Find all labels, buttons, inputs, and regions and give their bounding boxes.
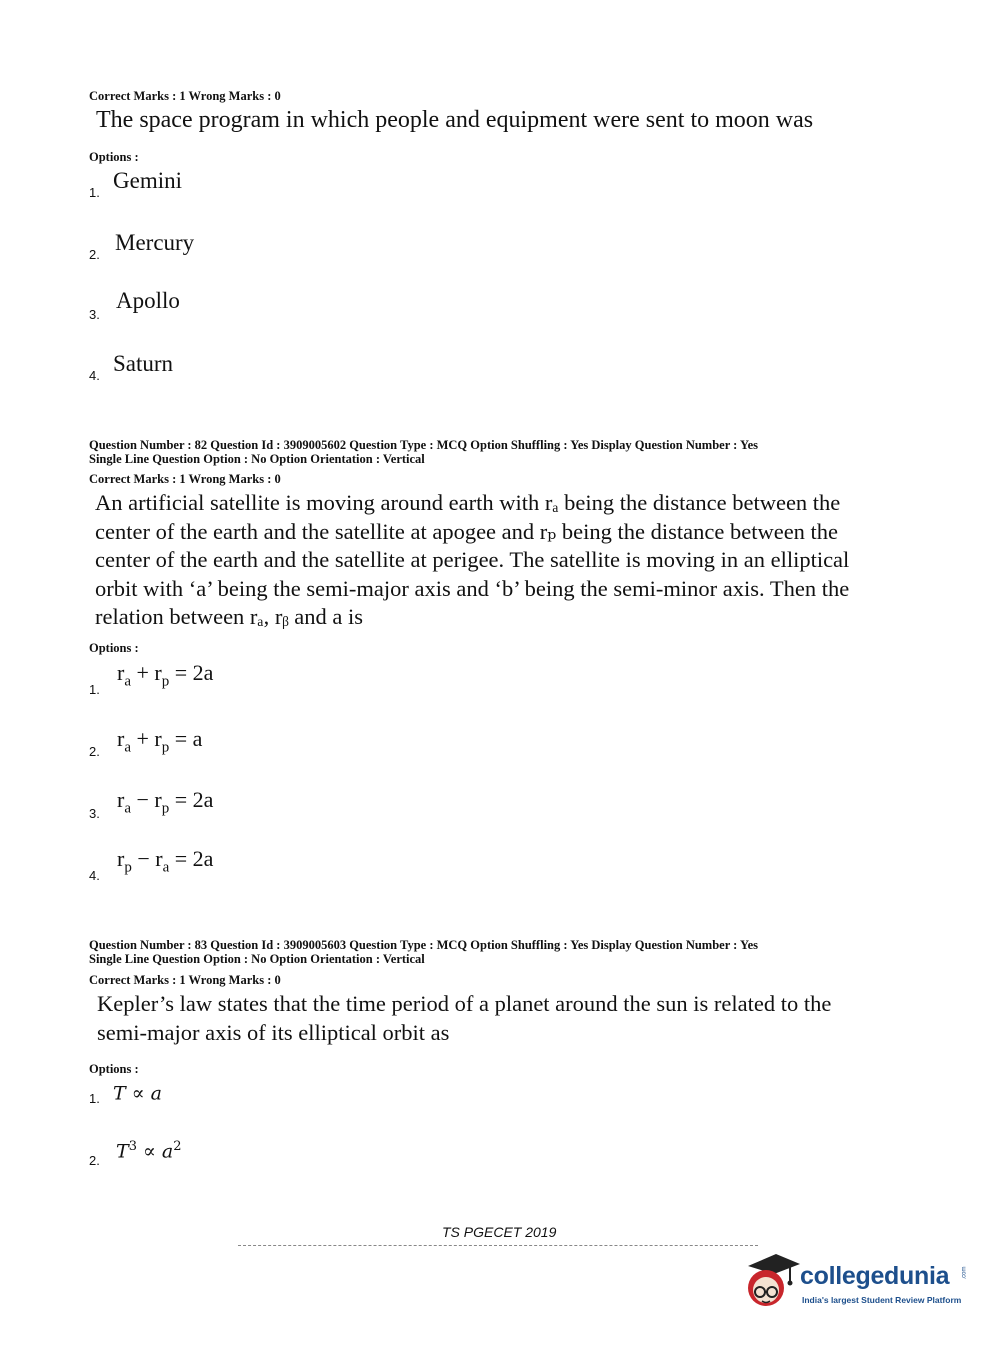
logo-com: .com [961, 1266, 968, 1280]
q82-question-text [95, 489, 849, 632]
option-number: 2. [89, 744, 100, 759]
option-number: 4. [89, 368, 100, 383]
option-number: 1. [89, 1091, 100, 1106]
q83-header-line-2: Single Line Question Option : No Option Orientation : Vertical [89, 952, 425, 966]
q81-question-text: The space program in which people and equipment were sent to moon was [96, 107, 814, 133]
question-line: orbit with ‘a’ being the semi-major axis and ‘b’ being the semi-minor axis. Then the [95, 575, 850, 601]
footer-divider [238, 1245, 758, 1246]
option-formula: T ∝ a [113, 1082, 162, 1105]
logo-tagline: India's largest Student Review Platform [802, 1295, 962, 1305]
q83-marks: Correct Marks : 1 Wrong Marks : 0 [89, 973, 281, 987]
option-text: Gemini [113, 168, 182, 193]
option-formula: $T^3 \propto a^2$ [116, 1139, 182, 1163]
mascot-icon [740, 1248, 802, 1316]
q81-marks: Correct Marks : 1 Wrong Marks : 0 [89, 89, 281, 103]
q82-header-line-1: Question Number : 82 Question Id : 3909005602 Question Type : MCQ Option Shuffling : Yes Display Question Number : Yes [89, 438, 759, 452]
question-line: An artificial satellite is moving around earth with rₐ being the distance between the [95, 490, 841, 515]
option-equation: $r_a + r_p = 2a$ [117, 660, 214, 690]
q82-marks: Correct Marks : 1 Wrong Marks : 0 [89, 472, 281, 486]
option-text: Apollo [116, 288, 180, 313]
question-line: center of the earth and the satellite at perigee. The satellite is moving in an elliptical [95, 547, 850, 572]
option-equation: $r_a - r_p = 2a$ [117, 787, 214, 817]
q82-header-line-2: Single Line Question Option : No Option Orientation : Vertical [89, 452, 425, 466]
option-equation: $r_p - r_a = 2a$ [117, 846, 214, 876]
option-number: 1. [89, 185, 100, 200]
option-text: Mercury [115, 230, 195, 255]
option-number: 1. [89, 682, 100, 697]
option-number: 3. [89, 307, 100, 322]
logo-wordmark: collegedunia [800, 1262, 950, 1290]
option-equation: $r_a + r_p = a$ [117, 726, 203, 756]
question-line: relation between rₐ, rᵦ and a is [95, 604, 364, 629]
option-number: 2. [89, 1153, 100, 1168]
q81-options-label: Options : [89, 150, 139, 164]
q82-options-label: Options : [89, 641, 139, 655]
question-line: center of the earth and the satellite at apogee and rₚ being the distance between the [95, 518, 839, 544]
option-number: 3. [89, 806, 100, 821]
collegedunia-logo [740, 1248, 975, 1318]
option-number: 2. [89, 247, 100, 262]
q83-question-text [97, 990, 831, 1047]
option-number: 4. [89, 868, 100, 883]
footer-exam-title: TS PGECET 2019 [442, 1224, 557, 1240]
q83-options-label: Options : [89, 1062, 139, 1076]
q83-header-line-1: Question Number : 83 Question Id : 3909005603 Question Type : MCQ Option Shuffling : Yes Display Question Number : Yes [89, 938, 759, 952]
question-line: Kepler’s law states that the time period of a planet around the sun is related to the [97, 991, 832, 1016]
option-text: Saturn [113, 351, 174, 376]
question-line: semi-major axis of its elliptical orbit as [97, 1019, 450, 1045]
